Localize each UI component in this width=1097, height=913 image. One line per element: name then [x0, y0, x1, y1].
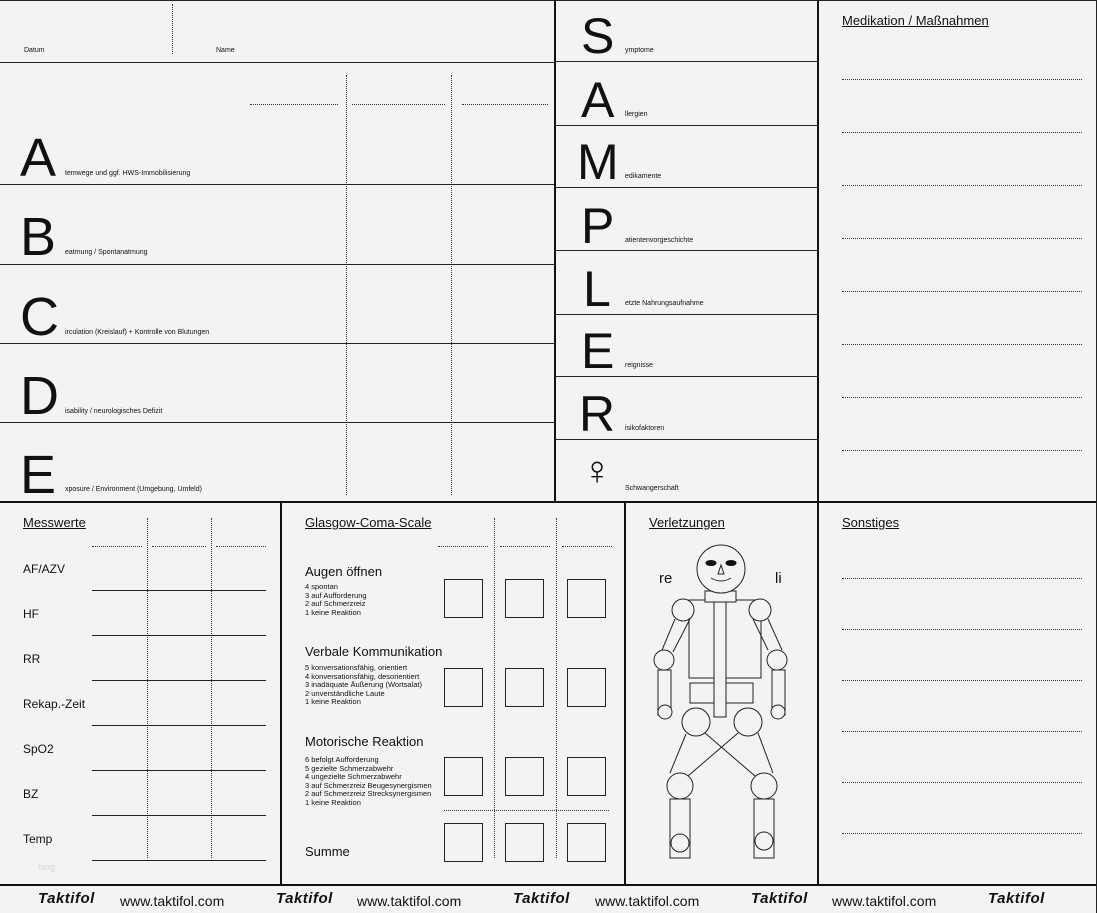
divider: [0, 884, 1097, 886]
divider: [0, 501, 1097, 503]
medikation-line[interactable]: [842, 450, 1082, 451]
sampler-text-m: edikamente: [625, 173, 662, 180]
gcs-option: 3 auf Aufforderung: [305, 590, 367, 600]
right-thigh[interactable]: [670, 734, 686, 773]
right-upper-arm[interactable]: [662, 619, 675, 650]
time-field[interactable]: [462, 104, 548, 105]
gcs-option: 3 inadäquate Äußerung (Wortsalat): [305, 680, 423, 689]
medikation-line[interactable]: [842, 185, 1082, 186]
time-field[interactable]: [438, 546, 488, 547]
verletzungen-title: Verletzungen: [649, 515, 725, 530]
gcs-option: 2 unverständliche Laute: [305, 688, 385, 698]
left-side-label: li: [775, 570, 782, 587]
gcs-option: 1 keine Reaktion: [305, 797, 361, 807]
gcs-motor-box[interactable]: [505, 757, 544, 796]
gcs-motor-box[interactable]: [567, 757, 606, 796]
sonstiges-line[interactable]: [842, 782, 1082, 783]
divider: [624, 502, 626, 885]
abcde-text-c: irculation (Kreislauf) + Kontrolle von Blutungen: [65, 329, 210, 336]
gcs-motor-options: [305, 756, 432, 807]
sampler-letter-e: E: [581, 323, 615, 379]
gcs-option: 3 auf Schmerzreiz Beugesynergismen: [305, 780, 432, 790]
abcde-letter-a: A: [20, 128, 57, 188]
messwerte-label-temp: Temp: [23, 832, 53, 846]
divider: [0, 343, 554, 344]
time-field[interactable]: [152, 546, 206, 547]
left-upper-arm[interactable]: [768, 619, 782, 650]
messwerte-field[interactable]: [92, 680, 266, 681]
eye-icon: [706, 561, 716, 566]
left-thigh[interactable]: [758, 733, 773, 773]
body-diagram[interactable]: [640, 540, 810, 870]
sampler-text-p: atientenvorgeschichte: [625, 237, 694, 244]
gcs-option: 4 konversationsfähig, desorientiert: [305, 671, 420, 681]
abcde-column-divider: [451, 75, 452, 495]
sampler-letter-r: R: [579, 386, 616, 442]
divider: [555, 125, 817, 126]
divider: [554, 0, 556, 502]
gcs-eyes-box[interactable]: [505, 579, 544, 618]
sonstiges-line[interactable]: [842, 731, 1082, 732]
messwerte-column-divider: [211, 518, 212, 858]
gcs-sum-label: Summe: [305, 844, 350, 859]
taktifol-logo: Taktifol: [38, 890, 95, 907]
left-foot[interactable]: [755, 832, 773, 850]
divider: [555, 250, 817, 251]
head[interactable]: [697, 545, 745, 593]
right-knee[interactable]: [667, 773, 693, 799]
gcs-eyes-box[interactable]: [444, 579, 483, 618]
medikation-line[interactable]: [842, 79, 1082, 80]
gcs-sum-divider: [444, 810, 609, 811]
sampler-text-r: isikofaktoren: [625, 425, 665, 432]
gcs-column-divider: [556, 518, 557, 858]
abcde-letter-d: D: [20, 366, 59, 426]
abcde-column-divider: [346, 75, 347, 495]
abcde-text-b: eatmung / Spontanatmung: [65, 249, 148, 256]
taktifol-logo: Taktifol: [988, 890, 1045, 907]
messwerte-field[interactable]: [92, 860, 266, 861]
time-field[interactable]: [216, 546, 266, 547]
date-label: Datum: [24, 47, 45, 54]
abcde-text-a: temwege und ggf. HWS-Immobilisierung: [65, 170, 191, 177]
sampler-text-pregnancy: Schwangerschaft: [625, 485, 679, 492]
divider: [555, 439, 817, 440]
abcde-letter-e: E: [20, 445, 57, 505]
sampler-letter-s: S: [581, 8, 615, 64]
sampler-letter-l: L: [583, 261, 611, 317]
divider: [280, 502, 282, 885]
gcs-verbal-heading: Verbale Kommunikation: [305, 644, 443, 659]
messwerte-label-rekap: Rekap.-Zeit: [23, 697, 86, 711]
messwerte-field[interactable]: [92, 770, 266, 771]
messwerte-label-rr: RR: [23, 652, 41, 666]
time-field[interactable]: [92, 546, 142, 547]
divider: [0, 184, 554, 185]
medikation-line[interactable]: [842, 238, 1082, 239]
sonstiges-line[interactable]: [842, 680, 1082, 681]
gcs-sum-box[interactable]: [505, 823, 544, 862]
right-shoulder[interactable]: [672, 599, 694, 621]
footer-url[interactable]: www.taktifol.com: [357, 893, 462, 909]
left-shoulder[interactable]: [749, 599, 771, 621]
gcs-option: 1 keine Reaktion: [305, 607, 361, 617]
sonstiges-title: Sonstiges: [842, 515, 900, 530]
divider: [0, 264, 554, 265]
divider: [0, 62, 554, 63]
right-side-label: re: [659, 570, 673, 587]
right-upper-arm[interactable]: [673, 619, 690, 652]
medikation-title: Medikation / Maßnahmen: [842, 13, 989, 28]
divider: [555, 187, 817, 188]
sonstiges-line[interactable]: [842, 629, 1082, 630]
sampler-letter-p: P: [581, 198, 615, 254]
taktifol-logo: Taktifol: [751, 890, 808, 907]
spine[interactable]: [714, 592, 726, 717]
sampler-letter-m: M: [577, 134, 619, 190]
messwerte-label-hf: HF: [23, 607, 39, 621]
abcde-text-d: isability / neurologisches Defizit: [65, 408, 163, 415]
medikation-line[interactable]: [842, 291, 1082, 292]
left-elbow[interactable]: [767, 650, 787, 670]
left-hand[interactable]: [771, 705, 785, 719]
gcs-motor-heading: Motorische Reaktion: [305, 734, 424, 749]
divider: [0, 422, 554, 423]
left-hip[interactable]: [734, 708, 762, 736]
messwerte-field[interactable]: [92, 815, 266, 816]
gcs-column-divider: [494, 518, 495, 858]
abcde-letter-c: C: [20, 287, 59, 347]
gcs-option: 4 ungezielte Schmerzabwehr: [305, 772, 402, 781]
time-field[interactable]: [250, 104, 338, 105]
sonstiges-line[interactable]: [842, 833, 1082, 834]
header-divider: [172, 4, 173, 54]
sonstiges-line[interactable]: [842, 578, 1082, 579]
gcs-title: Glasgow-Coma-Scale: [305, 515, 432, 530]
abcde-letter-b: B: [20, 207, 57, 267]
name-label: Name: [216, 47, 235, 54]
right-elbow[interactable]: [654, 650, 674, 670]
time-field[interactable]: [562, 546, 612, 547]
taktifol-logo: Taktifol: [276, 890, 333, 907]
divider: [555, 376, 817, 377]
divider: [555, 61, 817, 62]
time-field[interactable]: [500, 546, 550, 547]
messwerte-field[interactable]: [92, 590, 266, 591]
female-icon: ♀: [582, 449, 612, 493]
taktifol-logo: Taktifol: [513, 890, 570, 907]
divider: [0, 0, 1097, 1]
gcs-option: 2 auf Schmerzreiz Strecksynergismen: [305, 789, 432, 798]
footer-url[interactable]: www.taktifol.com: [595, 893, 700, 909]
footer-url[interactable]: www.taktifol.com: [832, 893, 937, 909]
sampler-text-a: llergien: [625, 111, 648, 118]
abcde-text-e: xposure / Environment (Umgebung, Umfeld): [65, 486, 202, 493]
right-foot[interactable]: [671, 834, 689, 852]
gcs-option: 5 konversationsfähig, orientiert: [305, 663, 408, 672]
left-knee[interactable]: [751, 773, 777, 799]
sampler-letter-a: A: [581, 72, 615, 128]
divider: [817, 0, 819, 885]
right-hand[interactable]: [658, 705, 672, 719]
messwerte-label-bz: BZ: [23, 787, 39, 801]
medikation-line[interactable]: [842, 132, 1082, 133]
gcs-motor-box[interactable]: [444, 757, 483, 796]
sampler-text-s: ymptome: [625, 47, 654, 54]
sampler-text-l: etzte Nahrungsaufnahme: [625, 300, 704, 307]
gcs-eyes-options: [305, 583, 367, 617]
messwerte-field[interactable]: [92, 635, 266, 636]
watermark: blog: [38, 862, 56, 872]
gcs-option: 4 spontan: [305, 582, 338, 591]
messwerte-field[interactable]: [92, 725, 266, 726]
time-field[interactable]: [352, 104, 445, 105]
eye-icon: [726, 561, 736, 566]
gcs-eyes-box[interactable]: [567, 579, 606, 618]
gcs-verbal-box[interactable]: [567, 668, 606, 707]
gcs-option: 1 keine Reaktion: [305, 697, 361, 706]
messwerte-label-spo2: SpO2: [23, 742, 54, 756]
messwerte-label-af: AF/AZV: [23, 562, 66, 576]
messwerte-title: Messwerte: [23, 515, 86, 530]
right-hip[interactable]: [682, 708, 710, 736]
gcs-option: 5 gezielte Schmerzabwehr: [305, 763, 394, 773]
gcs-verbal-box[interactable]: [505, 668, 544, 707]
messwerte-column-divider: [147, 518, 148, 858]
gcs-verbal-box[interactable]: [444, 668, 483, 707]
gcs-sum-box[interactable]: [444, 823, 483, 862]
divider: [555, 314, 817, 315]
sampler-text-e: reignisse: [625, 362, 654, 369]
gcs-verbal-options: [305, 664, 422, 707]
gcs-sum-box[interactable]: [567, 823, 606, 862]
medikation-line[interactable]: [842, 344, 1082, 345]
gcs-option: 2 auf Schmerzreiz: [305, 599, 366, 608]
gcs-eyes-heading: Augen öffnen: [305, 564, 383, 579]
footer-url[interactable]: www.taktifol.com: [120, 893, 225, 909]
gcs-option: 6 befolgt Aufforderung: [305, 755, 379, 764]
medikation-line[interactable]: [842, 397, 1082, 398]
